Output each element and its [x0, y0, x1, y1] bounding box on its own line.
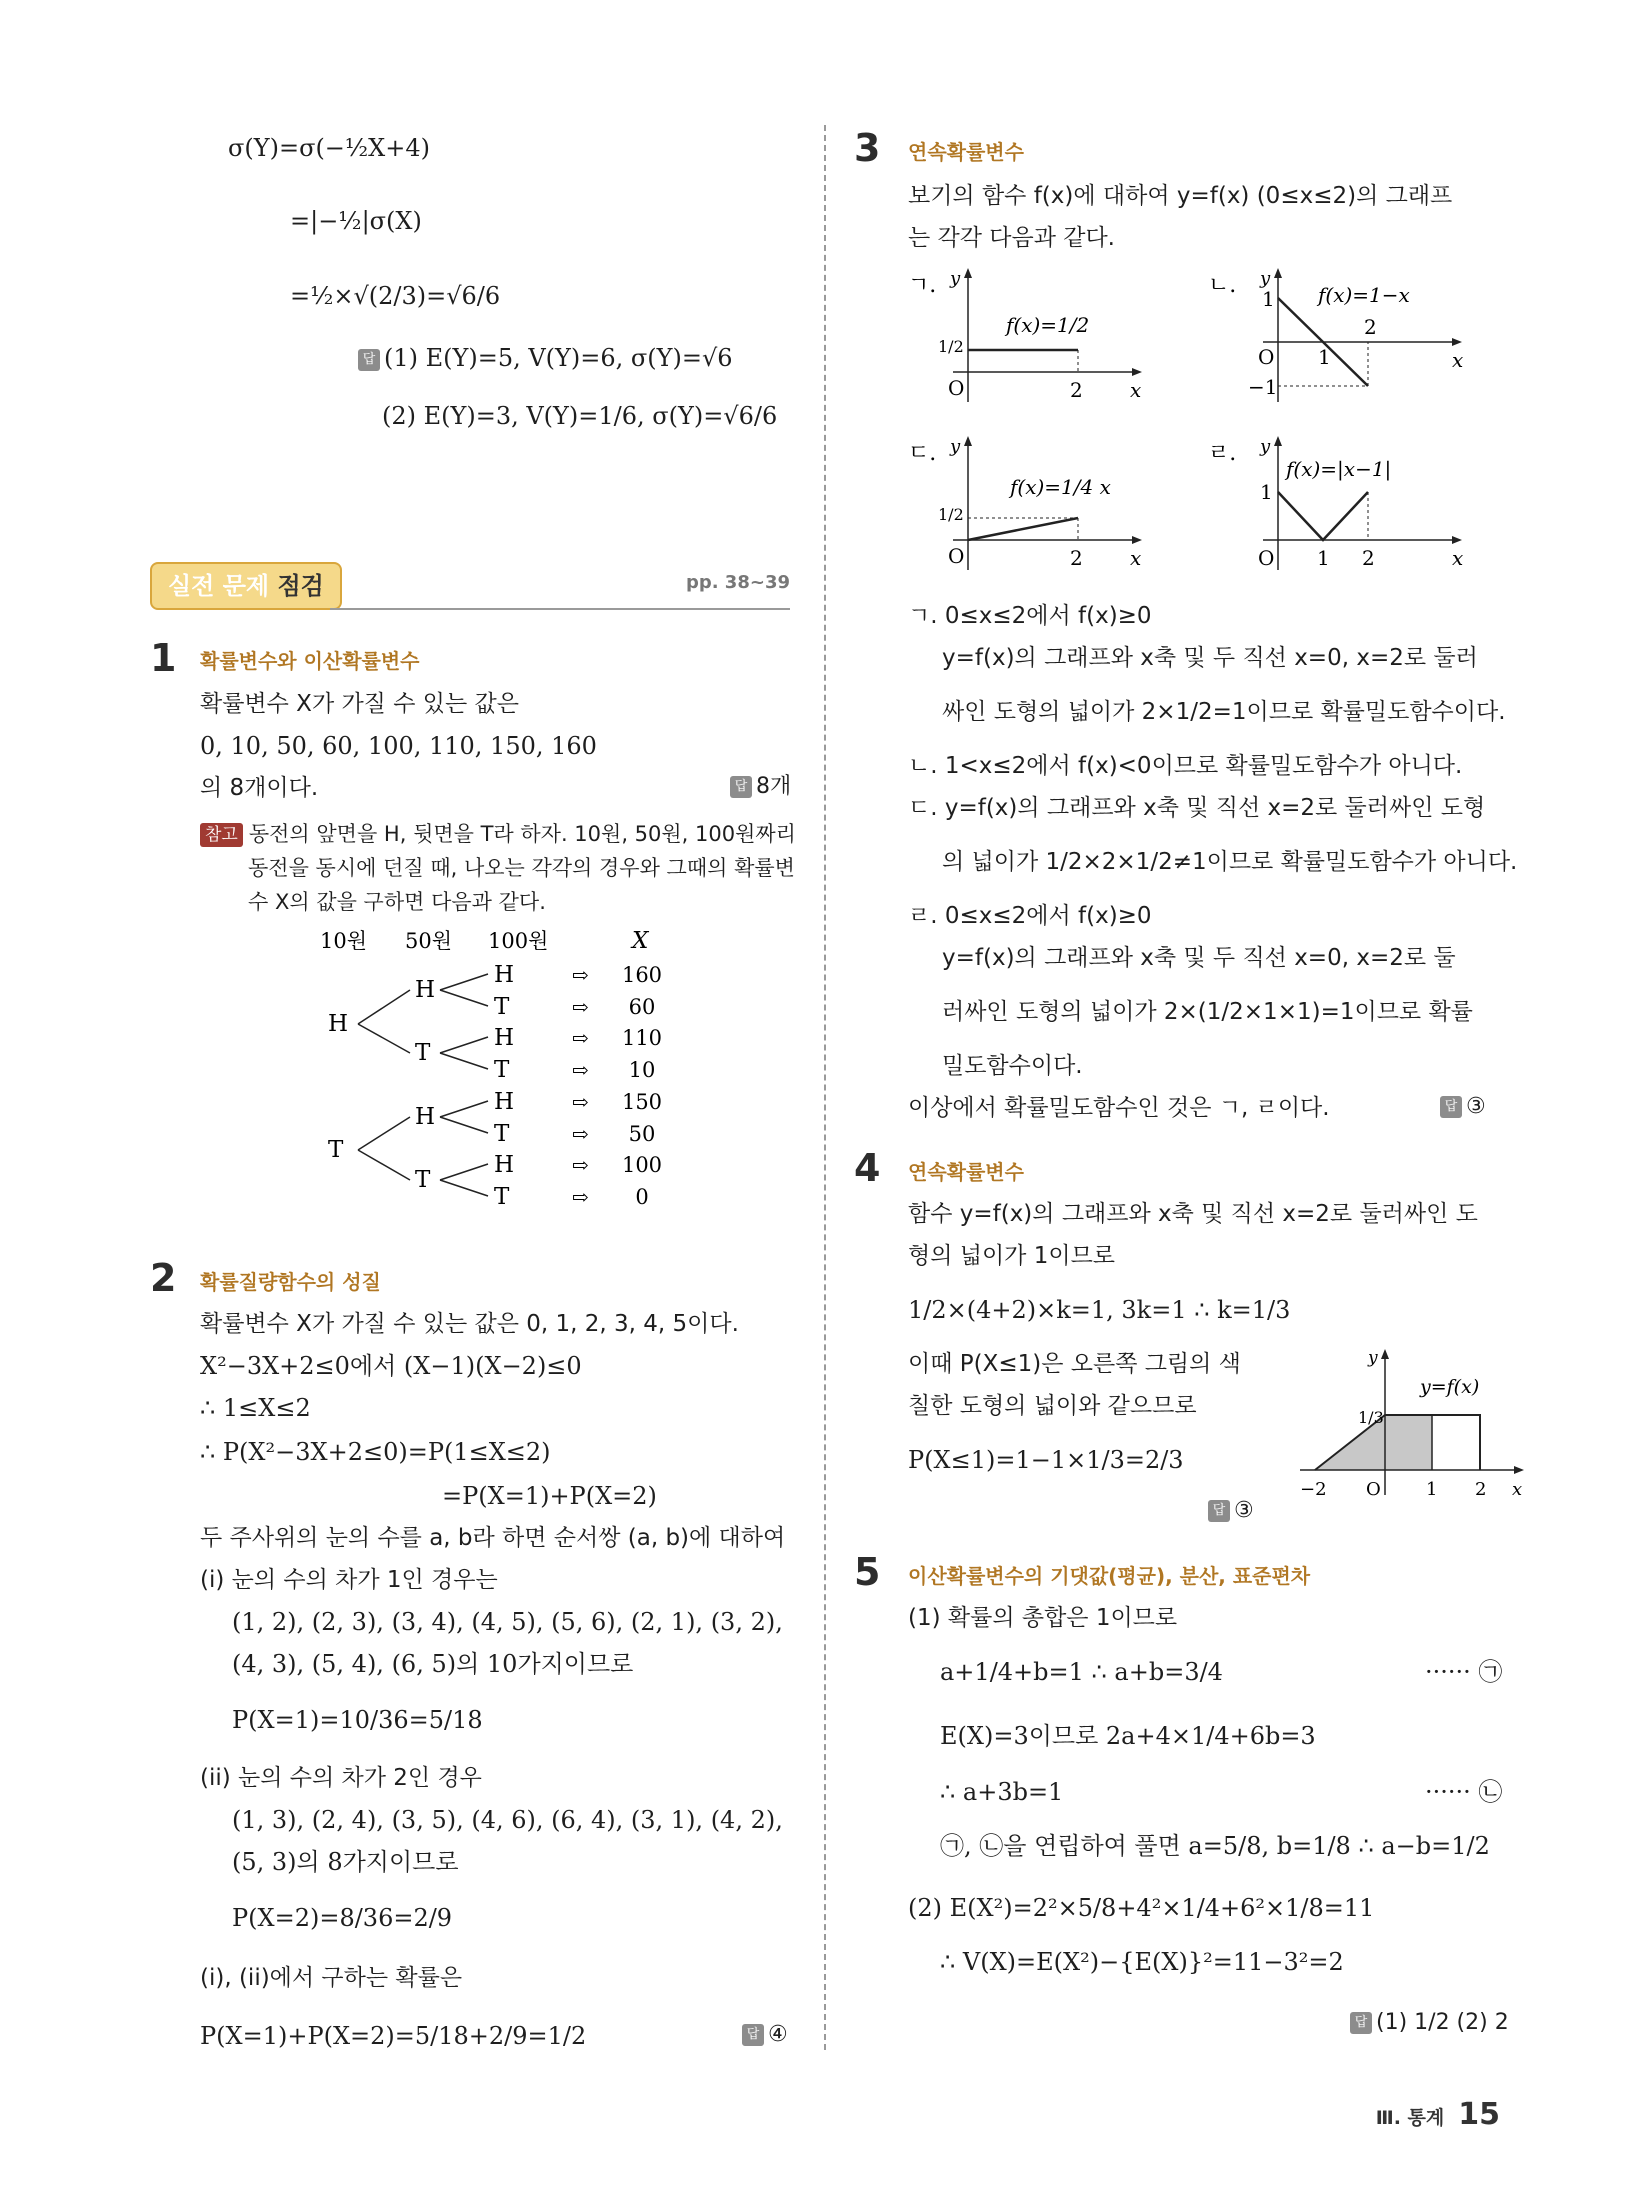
- tree-arrow-4: ⇨: [572, 1090, 589, 1114]
- graph-a-label: ㄱ.: [908, 273, 937, 298]
- p3-answer-text: ③: [1466, 1094, 1486, 1119]
- prev-answer-1: [358, 342, 733, 374]
- problem-2-number: 2: [150, 1256, 177, 1300]
- footer-section: Ⅲ. 통계: [1375, 2107, 1445, 2129]
- prev-line-3: =½×√(2/3)=√6/6: [290, 282, 501, 310]
- p4-graph-y: y: [1368, 1348, 1378, 1368]
- tree-l3-6: H: [494, 1152, 515, 1178]
- answer-badge: 답: [742, 2024, 764, 2046]
- graph-a-fn: f(x)=1/2: [1006, 313, 1090, 337]
- problem-1-number: 1: [150, 636, 177, 680]
- tree-arrow-2: ⇨: [572, 1026, 589, 1050]
- tree-l3-3: T: [494, 1057, 510, 1083]
- p1-line-1: 확률변수 X가 가질 수 있는 값은: [200, 691, 519, 717]
- p1-note-2: 동전을 동시에 던질 때, 나오는 각각의 경우와 그때의 확률변: [248, 856, 795, 880]
- p3-sol-4: ㄴ. 1<x≤2에서 f(x)<0이므로 확률밀도함수가 아니다.: [908, 753, 1463, 779]
- p2-line-15: (i), (ii)에서 구하는 확률은: [200, 1965, 463, 1991]
- p2-line-14: P(X=2)=8/36=2/9: [232, 1904, 453, 1932]
- tree-l3-7: T: [494, 1184, 510, 1210]
- tree-l3-4: H: [494, 1089, 515, 1115]
- tree-header-100: 100원: [488, 929, 549, 953]
- problem-3-title: 연속확률변수: [908, 140, 1024, 164]
- p4-answer-text: ③: [1234, 1498, 1254, 1523]
- graph-d-fn: f(x)=|x−1|: [1286, 457, 1392, 481]
- p5-line-5: ㉠, ㉡을 연립하여 풀면 a=5/8, b=1/8 ∴ a−b=1/2: [940, 1832, 1490, 1860]
- p3-sol-3: 싸인 도형의 넓이가 2×1/2=1이므로 확률밀도함수이다.: [942, 699, 1506, 725]
- graph-a: [908, 262, 1188, 412]
- p3-line-2: 는 각각 다음과 같다.: [908, 225, 1115, 251]
- p4-graph-third: 1/3: [1358, 1408, 1384, 1427]
- tree-value-1: 60: [628, 995, 656, 1019]
- p2-line-7: (i) 눈의 수의 차가 1인 경우는: [200, 1567, 498, 1593]
- tree-l1-0: H: [328, 1011, 349, 1037]
- p5-answer: [1350, 2008, 1509, 2038]
- p5-line-2: a+1/4+b=1 ∴ a+b=3/4: [940, 1658, 1223, 1686]
- tree-l3-2: H: [494, 1025, 515, 1051]
- tree-l3-0: H: [494, 962, 515, 988]
- tree-arrow-3: ⇨: [572, 1058, 589, 1082]
- tree-l1-1: T: [328, 1137, 344, 1163]
- tree-header-x: X: [632, 928, 649, 954]
- graph-d-o: O: [1258, 546, 1275, 570]
- p2-line-4: ∴ P(X²−3X+2≤0)=P(1≤X≤2): [200, 1438, 551, 1466]
- tree-value-3: 10: [628, 1058, 656, 1082]
- p3-sol-11: 이상에서 확률밀도함수인 것은 ㄱ, ㄹ이다.: [908, 1095, 1330, 1121]
- p5-line-1: (1) 확률의 총합은 1이므로: [908, 1605, 1178, 1631]
- tree-arrow-7: ⇨: [572, 1185, 589, 1209]
- p3-sol-6: 의 넓이가 1/2×2×1/2≠1이므로 확률밀도함수가 아니다.: [942, 849, 1518, 875]
- section-title-b: 점검: [277, 572, 324, 600]
- p4-line-1: 함수 y=f(x)의 그래프와 x축 및 직선 x=2로 둘러싸인 도: [908, 1201, 1478, 1227]
- p4-graph-neg2: −2: [1300, 1479, 1327, 1500]
- p1-note-1-text: 동전의 앞면을 H, 뒷면을 T라 하자. 10원, 50원, 100원짜리: [248, 822, 796, 846]
- tree-value-5: 50: [628, 1122, 656, 1146]
- tree-value-7: 0: [635, 1185, 649, 1209]
- p4-graph-two: 2: [1475, 1479, 1487, 1500]
- p4-graph-o: O: [1366, 1479, 1381, 1500]
- tree-arrow-6: ⇨: [572, 1153, 589, 1177]
- graph-c-o: O: [948, 544, 965, 568]
- graph-d: [1208, 430, 1508, 580]
- p4-line-5: 칠한 도형의 넓이와 같으므로: [908, 1393, 1197, 1419]
- graph-d-xone: 1: [1317, 546, 1330, 570]
- prev-answer-1-text: (1) E(Y)=5, V(Y)=6, σ(Y)=√6: [384, 344, 733, 372]
- p1-answer: [730, 772, 791, 802]
- p4-graph: [1300, 1345, 1540, 1505]
- p2-answer: [742, 2020, 788, 2050]
- p3-sol-8: y=f(x)의 그래프와 x축 및 두 직선 x=0, x=2로 둘: [942, 945, 1456, 971]
- p5-line-6: (2) E(X²)=2²×5/8+4²×1/4+6²×1/8=11: [908, 1894, 1375, 1922]
- section-header: [150, 562, 790, 612]
- p3-sol-1: ㄱ. 0≤x≤2에서 f(x)≥0: [908, 603, 1152, 629]
- page-number: 15: [1458, 2097, 1500, 2132]
- p4-line-3: 1/2×(4+2)×k=1, 3k=1 ∴ k=1/3: [908, 1296, 1291, 1324]
- graph-b: [1208, 262, 1508, 412]
- graph-c-fn: f(x)=1/4 x: [1010, 475, 1111, 499]
- graph-d-two: 2: [1362, 546, 1375, 570]
- problem-4-number: 4: [854, 1146, 881, 1190]
- graph-b-xone: 1: [1318, 345, 1331, 369]
- graph-b-o: O: [1258, 345, 1275, 369]
- coin-tree-diagram: [320, 922, 700, 1222]
- tree-header-50: 50원: [405, 929, 453, 953]
- tree-value-4: 150: [621, 1090, 663, 1114]
- answer-badge: 답: [1350, 2012, 1372, 2034]
- problem-3-number: 3: [854, 126, 881, 170]
- p2-answer-text: ④: [768, 2022, 788, 2047]
- answer-badge: 답: [730, 776, 752, 798]
- p5-line-7: ∴ V(X)=E(X²)−{E(X)}²=11−3²=2: [940, 1948, 1344, 1976]
- p5-marker-1: ······ ㉠: [1425, 1658, 1503, 1686]
- p2-line-16: P(X=1)+P(X=2)=5/18+2/9=1/2: [200, 2022, 587, 2050]
- graph-c-x: x: [1130, 546, 1142, 570]
- answer-badge: 답: [1208, 1500, 1230, 1522]
- graph-b-label: ㄴ.: [1208, 273, 1237, 298]
- tree-l2-1: T: [415, 1040, 431, 1066]
- graph-d-x: x: [1452, 546, 1464, 570]
- p2-line-2: X²−3X+2≤0에서 (X−1)(X−2)≤0: [200, 1352, 582, 1380]
- right-column: [830, 0, 1638, 2190]
- tree-l2-2: H: [415, 1104, 436, 1130]
- p2-line-11: (ii) 눈의 수의 차가 2인 경우: [200, 1765, 482, 1791]
- problem-5-title: 이산확률변수의 기댓값(평균), 분산, 표준편차: [908, 1564, 1311, 1588]
- p3-sol-7: ㄹ. 0≤x≤2에서 f(x)≥0: [908, 903, 1152, 929]
- p3-sol-10: 밀도함수이다.: [942, 1053, 1083, 1079]
- p5-marker-2: ······ ㉡: [1425, 1778, 1503, 1806]
- graph-a-half: 1/2: [938, 337, 964, 356]
- p4-line-6: P(X≤1)=1−1×1/3=2/3: [908, 1446, 1184, 1474]
- p5-line-3: E(X)=3이므로 2a+4×1/4+6b=3: [940, 1722, 1316, 1750]
- prev-line-1: σ(Y)=σ(−½X+4): [228, 134, 431, 162]
- graph-b-two: 2: [1364, 315, 1377, 339]
- p5-answer-text: (1) 1/2 (2) 2: [1376, 2010, 1509, 2035]
- p5-line-4: ∴ a+3b=1: [940, 1778, 1064, 1806]
- section-pages: pp. 38~39: [685, 572, 790, 593]
- answer-badge: 답: [358, 349, 380, 371]
- graph-d-label: ㄹ.: [1208, 441, 1237, 466]
- answer-badge: 답: [1440, 1096, 1462, 1118]
- graph-c-two: 2: [1070, 546, 1083, 570]
- graph-c-half: 1/2: [938, 505, 964, 524]
- tree-l3-1: T: [494, 994, 510, 1020]
- graph-c-y: y: [950, 436, 961, 457]
- p3-sol-5: ㄷ. y=f(x)의 그래프와 x축 및 직선 x=2로 둘러싸인 도형: [908, 795, 1486, 821]
- p1-line-2: 0, 10, 50, 60, 100, 110, 150, 160: [200, 732, 597, 760]
- problem-2-title: 확률질량함수의 성질: [200, 1270, 381, 1294]
- tree-l2-0: H: [415, 977, 436, 1003]
- graph-b-neg1: −1: [1248, 375, 1278, 399]
- graph-a-two: 2: [1070, 378, 1083, 402]
- p4-line-2: 형의 넓이가 1이므로: [908, 1243, 1115, 1269]
- p1-note-3: 수 X의 값을 구하면 다음과 같다.: [248, 890, 546, 914]
- graph-b-y: y: [1260, 268, 1271, 289]
- graph-b-one: 1: [1262, 287, 1275, 311]
- p2-line-10: P(X=1)=10/36=5/18: [232, 1706, 483, 1734]
- p2-line-9: (4, 3), (5, 4), (6, 5)의 10가지이므로: [232, 1650, 634, 1678]
- p1-answer-text: 8개: [756, 774, 792, 799]
- section-rule: [330, 608, 790, 610]
- graph-a-x: x: [1130, 378, 1142, 402]
- graph-b-x: x: [1452, 348, 1464, 372]
- p2-line-12: (1, 3), (2, 4), (3, 5), (4, 6), (6, 4), (3, 1), (4, 2),: [232, 1806, 783, 1834]
- p2-line-13: (5, 3)의 8가지이므로: [232, 1848, 459, 1876]
- p4-graph-x: x: [1512, 1479, 1523, 1500]
- p3-answer: [1440, 1092, 1486, 1122]
- graph-a-o: O: [948, 376, 965, 400]
- p1-line-3: 의 8개이다.: [200, 775, 319, 801]
- prev-answer-2: (2) E(Y)=3, V(Y)=1/6, σ(Y)=√6/6: [382, 402, 778, 430]
- tree-arrow-5: ⇨: [572, 1122, 589, 1146]
- graph-c: [908, 430, 1188, 580]
- note-badge: 참고: [200, 823, 243, 847]
- p2-line-1: 확률변수 X가 가질 수 있는 값은 0, 1, 2, 3, 4, 5이다.: [200, 1311, 739, 1337]
- prev-line-2: =|−½|σ(X): [290, 207, 422, 235]
- p2-line-8: (1, 2), (2, 3), (3, 4), (4, 5), (5, 6), (2, 1), (3, 2),: [232, 1608, 783, 1636]
- p2-line-3: ∴ 1≤X≤2: [200, 1394, 311, 1422]
- p2-line-5: =P(X=1)+P(X=2): [442, 1482, 657, 1510]
- tree-value-2: 110: [621, 1026, 663, 1050]
- problem-5-number: 5: [854, 1550, 881, 1594]
- tree-arrow-0: ⇨: [572, 963, 589, 987]
- section-badge: [150, 562, 342, 610]
- graph-c-label: ㄷ.: [908, 441, 937, 466]
- p3-line-1: 보기의 함수 f(x)에 대하여 y=f(x) (0≤x≤2)의 그래프: [908, 183, 1453, 209]
- graph-a-y: y: [950, 268, 961, 289]
- p2-line-6: 두 주사위의 눈의 수를 a, b라 하면 순서쌍 (a, b)에 대하여: [200, 1525, 786, 1551]
- graph-d-y: y: [1260, 436, 1271, 457]
- section-title-a: 실전 문제: [168, 572, 270, 600]
- column-divider: [824, 125, 826, 2050]
- tree-l3-5: T: [494, 1121, 510, 1147]
- p4-graph-fn: y=f(x): [1420, 1376, 1480, 1398]
- p4-graph-one: 1: [1426, 1479, 1438, 1500]
- tree-value-6: 100: [621, 1153, 663, 1177]
- graph-d-one: 1: [1260, 480, 1273, 504]
- problem-4-title: 연속확률변수: [908, 1160, 1024, 1184]
- p4-line-4: 이때 P(X≤1)은 오른쪽 그림의 색: [908, 1351, 1241, 1377]
- tree-value-0: 160: [621, 963, 663, 987]
- page-footer: [1376, 2097, 1500, 2132]
- p1-note-1: [200, 818, 796, 850]
- p3-sol-2: y=f(x)의 그래프와 x축 및 두 직선 x=0, x=2로 둘러: [942, 645, 1478, 671]
- tree-arrow-1: ⇨: [572, 995, 589, 1019]
- problem-1-title: 확률변수와 이산확률변수: [200, 649, 420, 673]
- tree-l2-3: T: [415, 1167, 431, 1193]
- p3-sol-9: 러싸인 도형의 넓이가 2×(1/2×1×1)=1이므로 확률: [942, 999, 1473, 1025]
- graph-b-fn: f(x)=1−x: [1318, 283, 1410, 307]
- tree-header-10: 10원: [320, 929, 368, 953]
- p4-answer: [1208, 1496, 1254, 1526]
